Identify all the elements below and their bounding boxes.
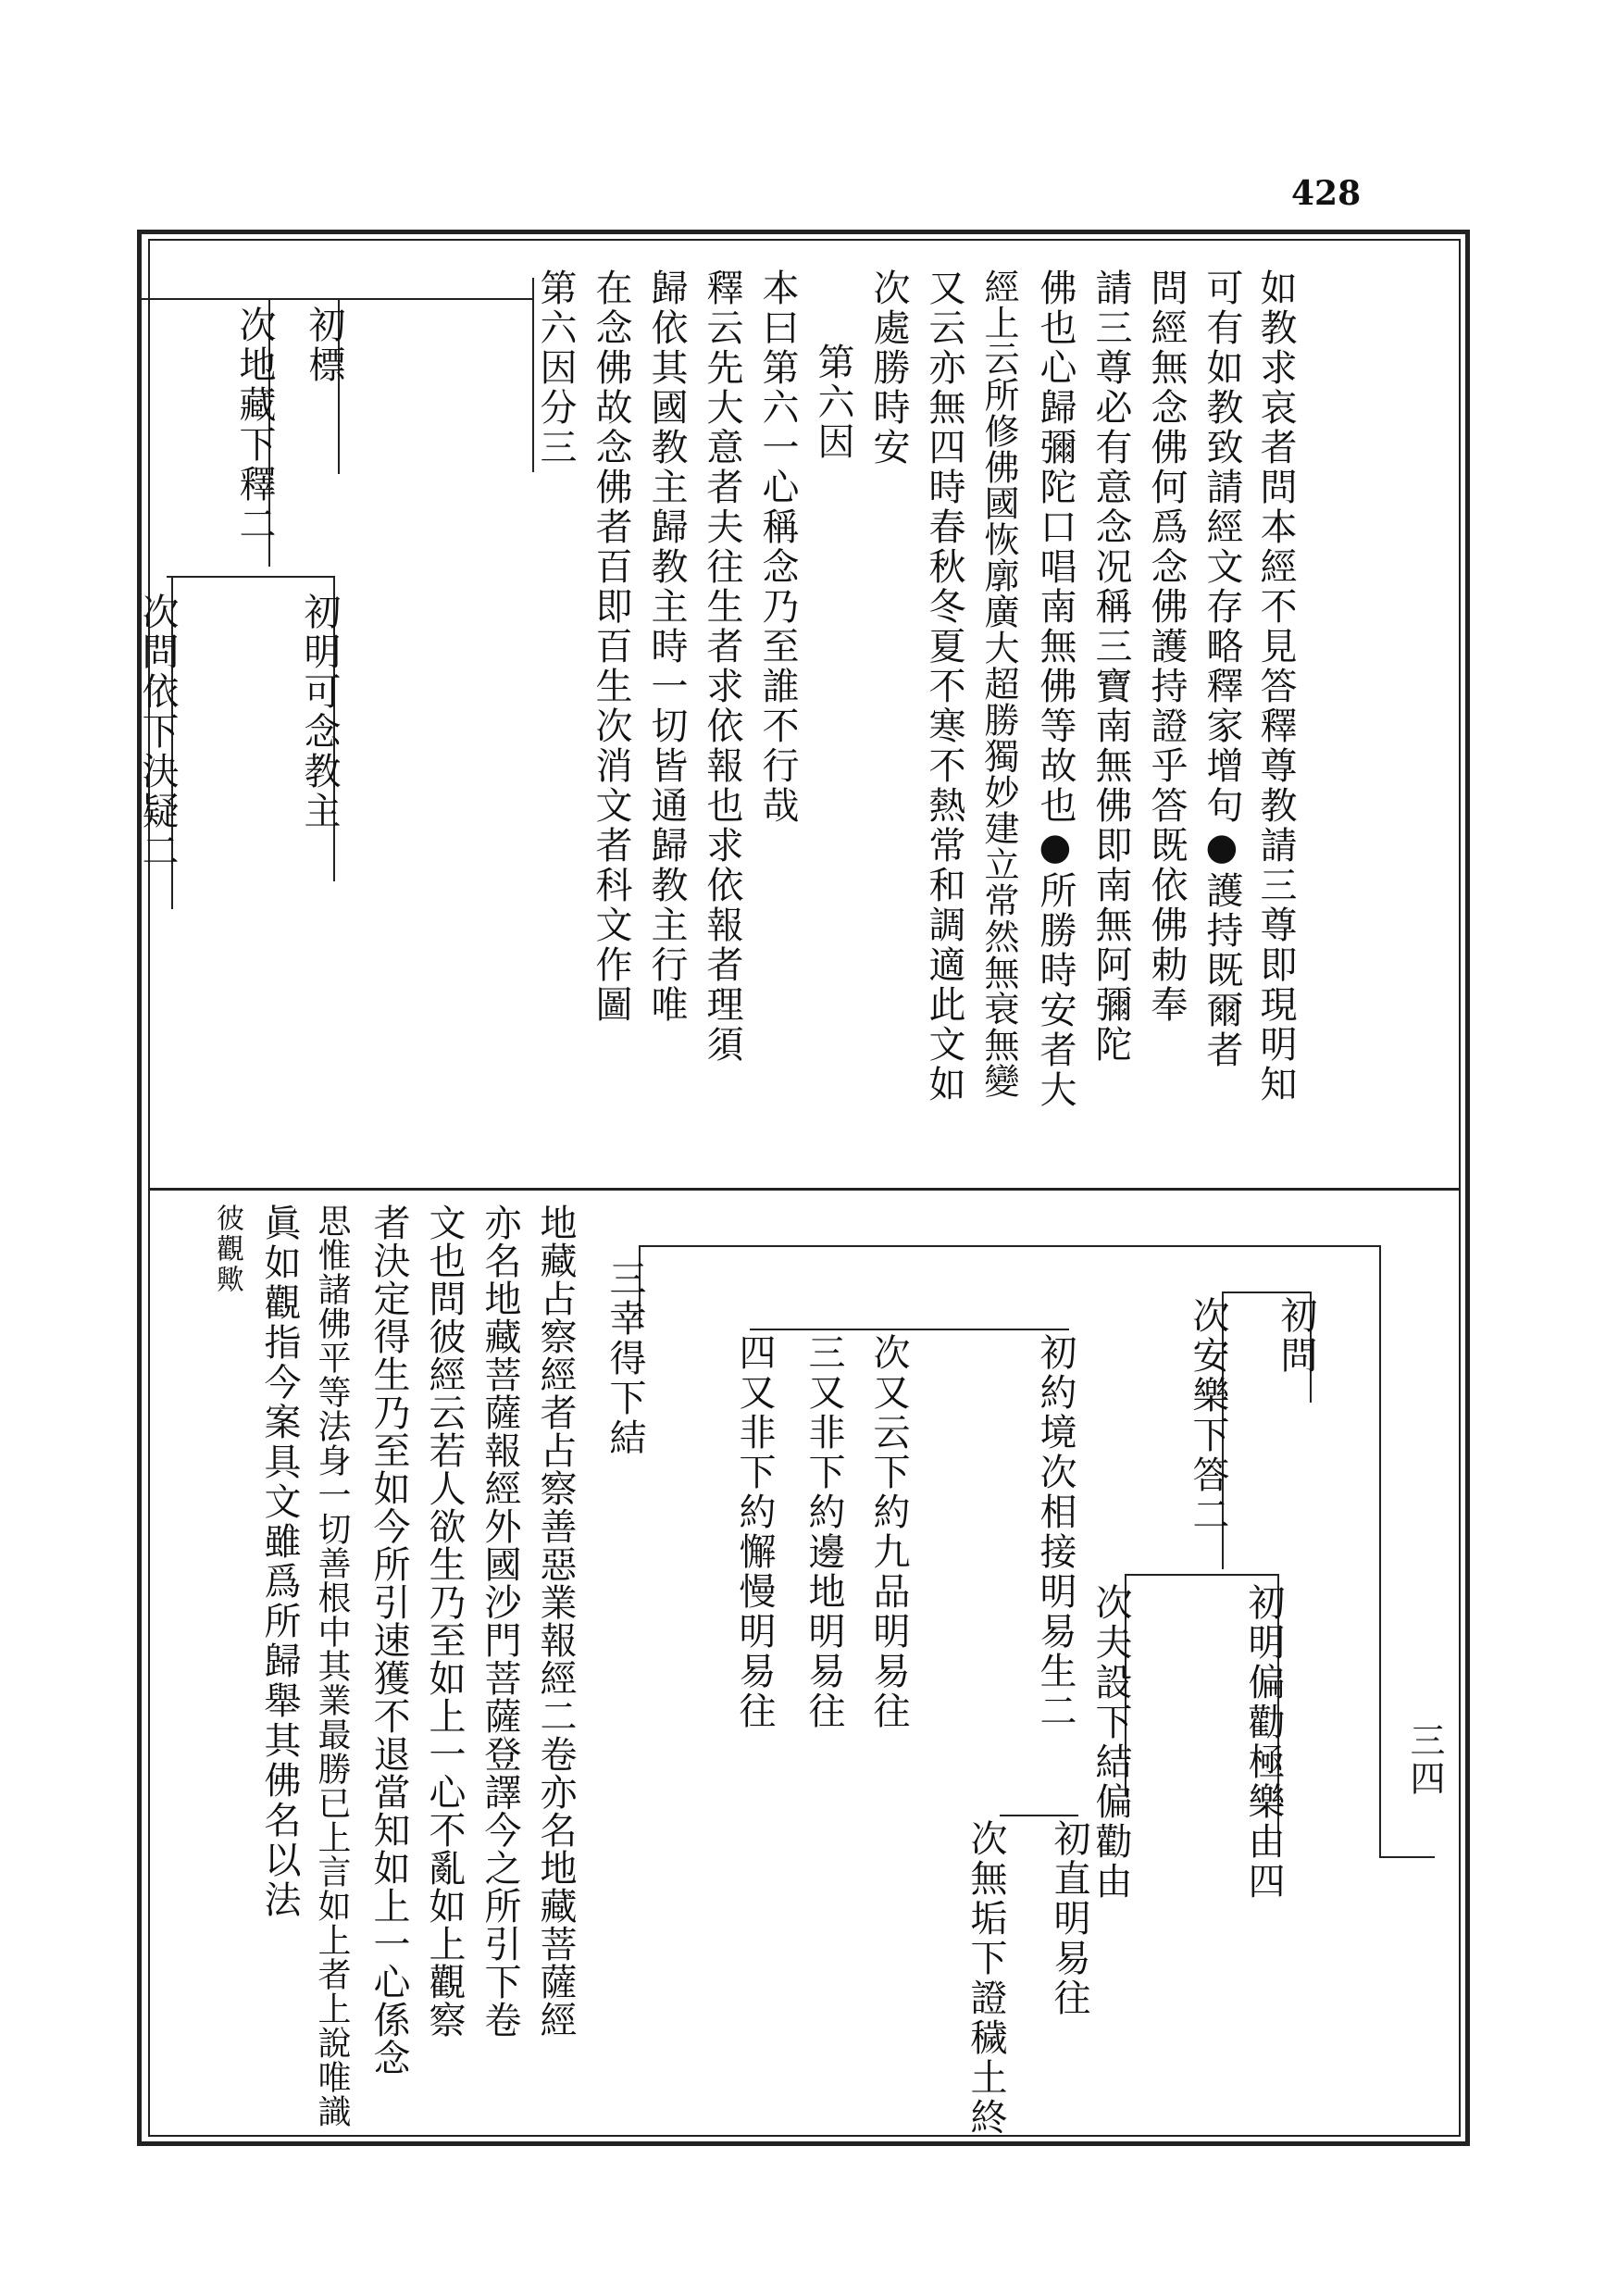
chart-level4: 次無垢下證穢土終 — [965, 1819, 1007, 2138]
text-column: 又云亦無四時春秋冬夏不寒不熱常和調適此文如 — [923, 268, 965, 1104]
text-column: 思惟諸佛平等法身一切善根中其業最勝已上言如上者上說唯識 — [313, 1204, 351, 2128]
chart-item: 次地藏下釋二 — [233, 306, 276, 544]
text-column: 釋云先大意者夫往生者求依報也求依報者理須 — [701, 268, 743, 1065]
page-side-label: 三四 — [1404, 1722, 1445, 1798]
chart-line — [167, 576, 333, 578]
text-column: 亦名地藏菩薩報經外國沙門菩薩登譯今之所引下卷 — [479, 1204, 521, 2039]
text-column: 歸依其國教主歸教主時一切皆通歸教主行唯 — [645, 268, 688, 1025]
chart-level4: 初直明易往 — [1048, 1819, 1090, 2018]
text-column: 請三尊必有意念况稱三寶南無佛即南無阿彌陀 — [1089, 268, 1132, 1065]
chart-level1: 次安樂下答二 — [1187, 1296, 1229, 1535]
chart-line — [532, 278, 534, 472]
text-column: 地藏占察經者占察善惡業報經二卷亦名地藏菩薩經 — [534, 1204, 577, 2039]
chart-line — [139, 298, 532, 300]
chart-line — [1379, 1245, 1381, 1856]
text-column: 可有如教致請經文存略釋家增句●護持既爾者 — [1201, 268, 1243, 1070]
chart-level3: 次又云下約九品明易往 — [867, 1333, 910, 1731]
text-column: 問經無念佛何爲念佛護持證乎答既依佛勅奉 — [1145, 268, 1188, 1025]
text-column: 文也問彼經云若人欲生乃至如上一心不亂如上觀察 — [423, 1204, 466, 2039]
text-column: 次處勝時安 — [867, 268, 910, 468]
chart-line — [639, 1245, 1379, 1247]
chart-item: 次問依下決疑二 — [136, 593, 179, 871]
chart-tail: 三幸得下結 — [604, 1259, 646, 1458]
chart-line — [1000, 1815, 1078, 1816]
text-column: 本曰第六一心稱念乃至誰不行哉 — [756, 268, 799, 826]
chart-root: 第六因分三 — [534, 268, 577, 468]
text-column: 在念佛故念佛者百即百生次消文者科文作圖 — [590, 268, 632, 1025]
text-column: 如教求哀者問本經不見答釋尊教請三尊即現明知 — [1254, 268, 1297, 1104]
chart-level2: 初明偏勸極樂由四 — [1242, 1583, 1285, 1902]
chart-line — [1379, 1856, 1435, 1858]
chart-level3: 初約境次相接明易生二 — [1034, 1333, 1077, 1731]
chart-item: 初標 — [303, 306, 345, 385]
section-divider — [148, 1188, 1461, 1191]
chart-level3: 四又非下約懈慢明易往 — [733, 1333, 776, 1731]
text-column: 眞如觀指今案具文雖爲所歸舉其佛名以法 — [258, 1204, 301, 1920]
section-heading: 第六因 — [812, 343, 854, 462]
chart-level1: 初問 — [1275, 1296, 1317, 1376]
chart-item: 初明可念教主 — [298, 593, 341, 831]
text-column: 經上云所修佛國恢廓廣大超勝獨妙建立常然無衰無變 — [978, 268, 1019, 1099]
chart-level3: 三又非下約邊地明易往 — [803, 1333, 845, 1731]
chart-line — [1125, 1574, 1277, 1576]
page-number: 428 — [1291, 174, 1362, 213]
text-column: 彼觀歟 — [211, 1204, 243, 1295]
text-column: 者決定得生乃至如今所引速獲不退當知如上一心係念 — [367, 1204, 410, 2077]
text-column: 佛也心歸彌陀口唱南無佛等故也●所勝時安者大 — [1034, 268, 1077, 1110]
chart-line — [1222, 1292, 1310, 1293]
chart-level2: 次夫設下結偏勸由 — [1089, 1583, 1132, 1902]
chart-line — [750, 1329, 1069, 1330]
